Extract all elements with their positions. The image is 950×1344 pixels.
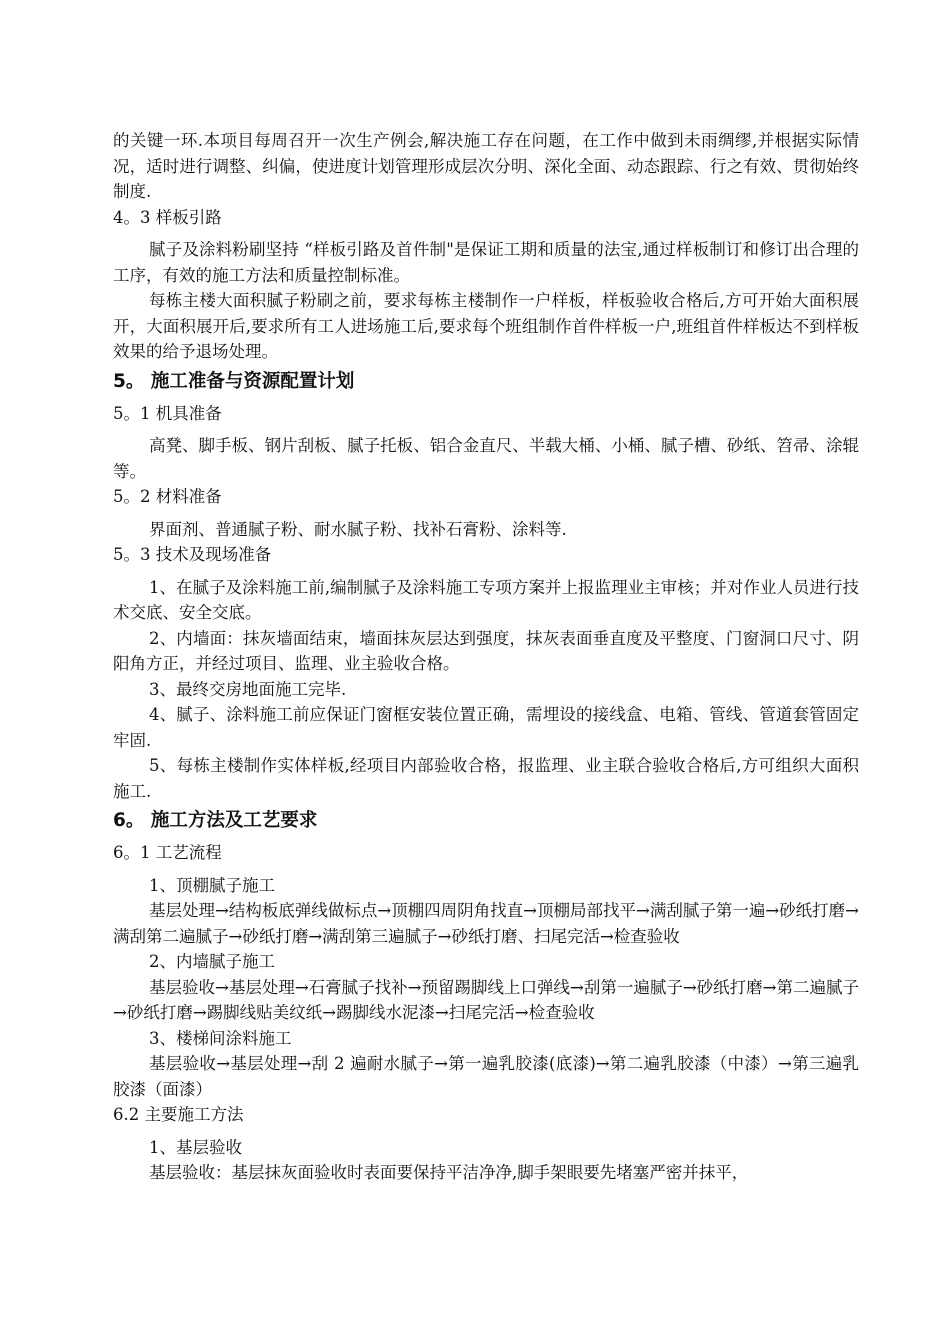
paragraph: 2、内墙面：抹灰墙面结束，墙面抹灰层达到强度，抹灰表面垂直度及平整度、门窗洞口尺寸、阴阳角方正，并经过项目、监理、业主验收合格。 — [113, 628, 859, 673]
paragraph: 5、每栋主楼制作实体样板,经项目内部验收合格，报监理、业主联合验收合格后,方可组织大面积施工. — [113, 756, 859, 801]
subsection-heading-4-3: 4。3 样板引路 — [113, 207, 222, 227]
subsection-heading-5-3: 5。3 技术及现场准备 — [113, 545, 272, 564]
paragraph: 基层验收→基层处理→刮 2 遍耐水腻子→第一遍乳胶漆(底漆)→第二遍乳胶漆（中漆）→第三遍乳胶漆（面漆） — [113, 1054, 859, 1099]
section-heading-6: 6。 施工方法及工艺要求 — [113, 810, 318, 831]
section-heading-5: 5。 施工准备与资源配置计划 — [113, 370, 355, 392]
paragraph: 基层验收→基层处理→石膏腻子找补→预留踢脚线上口弹线→刮第一遍腻子→砂纸打磨→第二遍腻子→砂纸打磨→踢脚线贴美纹纸→踢脚线水泥漆→扫尾完活→检查验收 — [113, 977, 859, 1022]
document-body — [113, 128, 859, 1186]
subsection-heading-6-2: 6.2 主要施工方法 — [113, 1105, 244, 1124]
subsection-heading-5-2: 5。2 材料准备 — [113, 487, 222, 506]
paragraph: 2、内墙腻子施工 — [149, 952, 275, 971]
paragraph: 3、最终交房地面施工完毕. — [149, 679, 347, 699]
paragraph: 1、在腻子及涂料施工前,编制腻子及涂料施工专项方案并上报监理业主审核；并对作业人员进行技术交底、安全交底。 — [113, 577, 859, 622]
paragraph: 高凳、脚手板、钢片刮板、腻子托板、铝合金直尺、半载大桶、小桶、腻子槽、砂纸、笤帚、涂辊等。 — [113, 436, 859, 481]
subsection-heading-6-1: 6。1 工艺流程 — [113, 843, 222, 862]
paragraph: 1、基层验收 — [149, 1137, 242, 1157]
paragraph: 每栋主楼大面积腻子粉刷之前，要求每栋主楼制作一户样板，样板验收合格后,方可开始大面积展开，大面积展开后,要求所有工人进场施工后,要求每个班组制作首件样板一户,班组首件样板达不到样板效果的给予退场处理。 — [113, 291, 859, 361]
paragraph: 基层处理→结构板底弹线做标点→顶棚四周阴角找直→顶棚局部找平→满刮腻子第一遍→砂纸打磨→满刮第二遍腻子→砂纸打磨→满刮第三遍腻子→砂纸打磨、扫尾完活→检查验收 — [113, 901, 859, 946]
paragraph: 腻子及涂料粉刷坚持 “样板引路及首件制"是保证工期和质量的法宝,通过样板制订和修订出合理的工序，有效的施工方法和质量控制标准。 — [113, 240, 859, 285]
paragraph: 3、楼梯间涂料施工 — [149, 1028, 292, 1048]
paragraph: 4、腻子、涂料施工前应保证门窗框安装位置正确，需埋设的接线盒、电箱、管线、管道套管固定牢固. — [113, 705, 859, 750]
paragraph: 界面剂、普通腻子粉、耐水腻子粉、找补石膏粉、涂料等. — [149, 519, 567, 539]
subsection-heading-5-1: 5。1 机具准备 — [113, 403, 222, 423]
paragraph: 的关键一环.本项目每周召开一次生产例会,解决施工存在问题，在工作中做到未雨绸缪,并根据实际情况，适时进行调整、纠偏，使进度计划管理形成层次分明、深化全面、动态跟踪、行之有效、贯彻始终制度. — [113, 131, 859, 201]
paragraph: 基层验收：基层抹灰面验收时表面要保持平洁净净,脚手架眼要先堵塞严密并抹平， — [149, 1163, 749, 1182]
paragraph: 1、顶棚腻子施工 — [149, 875, 275, 895]
